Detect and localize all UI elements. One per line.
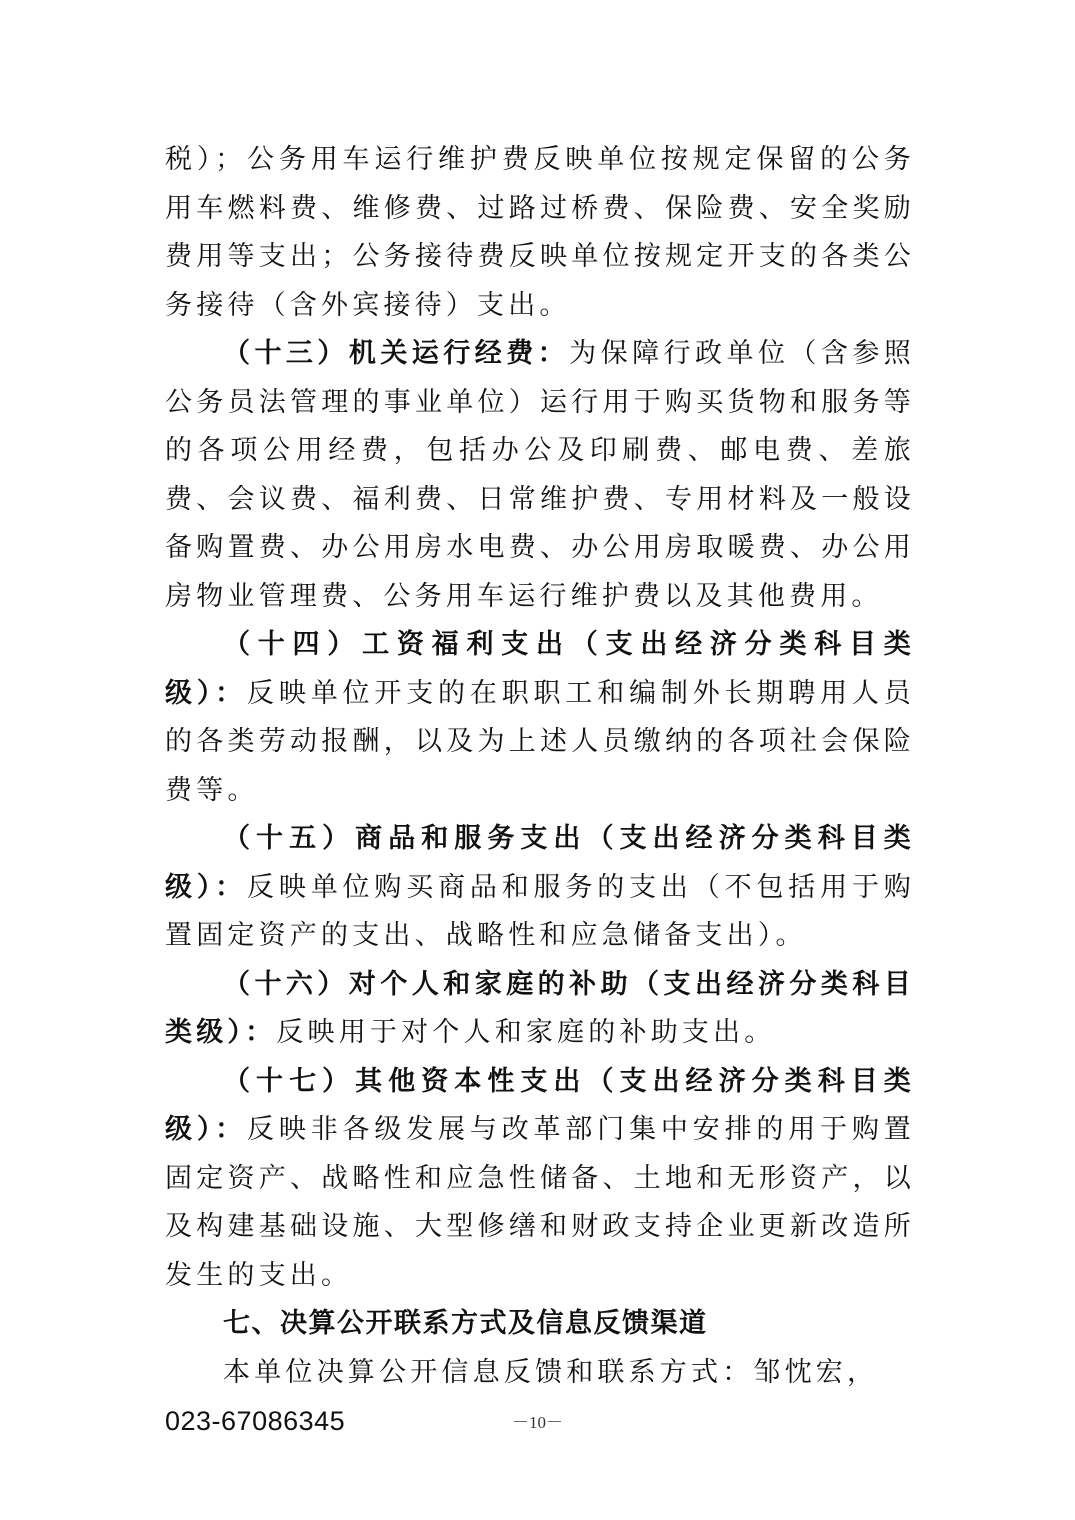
paragraph-14-wages-welfare xyxy=(165,621,915,815)
contact-text: 本单位决算公开信息反馈和联系方式：邹忱宏， xyxy=(223,1356,879,1388)
paragraph-lead: （十六）对个人和家庭的补助（支出经济分类科目类级）： xyxy=(165,968,915,1048)
paragraph-text: 反映用于对个人和家庭的补助支出。 xyxy=(276,1017,776,1048)
paragraph-text: 税）；公务用车运行维护费反映单位按规定保留的公务用车燃料费、维修费、过路过桥费、保险费、安全奖励费用等支出；公务接待费反映单位按规定开支的各类公务接待（含外宾接待）支出。 xyxy=(165,144,915,321)
paragraph-13-admin-operating-costs xyxy=(165,330,915,621)
paragraph-lead: （十七）其他资本性支出（支出经济分类科目类级）： xyxy=(165,1065,915,1145)
paragraph-15-goods-services xyxy=(165,815,915,961)
paragraph-lead: （十四）工资福利支出（支出经济分类科目类级）： xyxy=(165,629,915,709)
page-number: －10－ xyxy=(512,1413,563,1432)
document-body xyxy=(165,136,915,1446)
paragraph-text: 反映单位购买商品和服务的支出（不包括用于购置固定资产的支出、战略性和应急储备支出）。 xyxy=(165,871,915,951)
paragraph-lead: （十五）商品和服务支出（支出经济分类科目类级）： xyxy=(165,823,915,903)
paragraph-text: 反映单位开支的在职职工和编制外长期聘用人员的各类劳动报酬，以及为上述人员缴纳的各项社会保险费等。 xyxy=(165,677,915,806)
paragraph-16-subsidies xyxy=(165,961,915,1058)
paragraph-lead: （十三）机关运行经费： xyxy=(223,338,570,369)
paragraph-continuation xyxy=(165,136,915,330)
paragraph-17-other-capital xyxy=(165,1058,915,1301)
contact-phone: 023-67086345 xyxy=(165,1406,346,1436)
contact-paragraph xyxy=(165,1349,915,1398)
paragraph-text: 为保障行政单位（含参照公务员法管理的事业单位）运行用于购买货物和服务等的各项公用经费，包括办公及印刷费、邮电费、差旅费、会议费、福利费、日常维护费、专用材料及一般设备购置费、办公用房水电费、办公用房取暖费、办公用房物业管理费、公务用车运行维护费以及其他费用。 xyxy=(165,338,916,612)
paragraph-text: 反映非各级发展与改革部门集中安排的用于购置固定资产、战略性和应急性储备、土地和无形资产，以及构建基础设施、大型修缮和财政支持企业更新改造所发生的支出。 xyxy=(165,1114,915,1291)
section-heading-contact: 七、决算公开联系方式及信息反馈渠道 xyxy=(223,1308,708,1339)
